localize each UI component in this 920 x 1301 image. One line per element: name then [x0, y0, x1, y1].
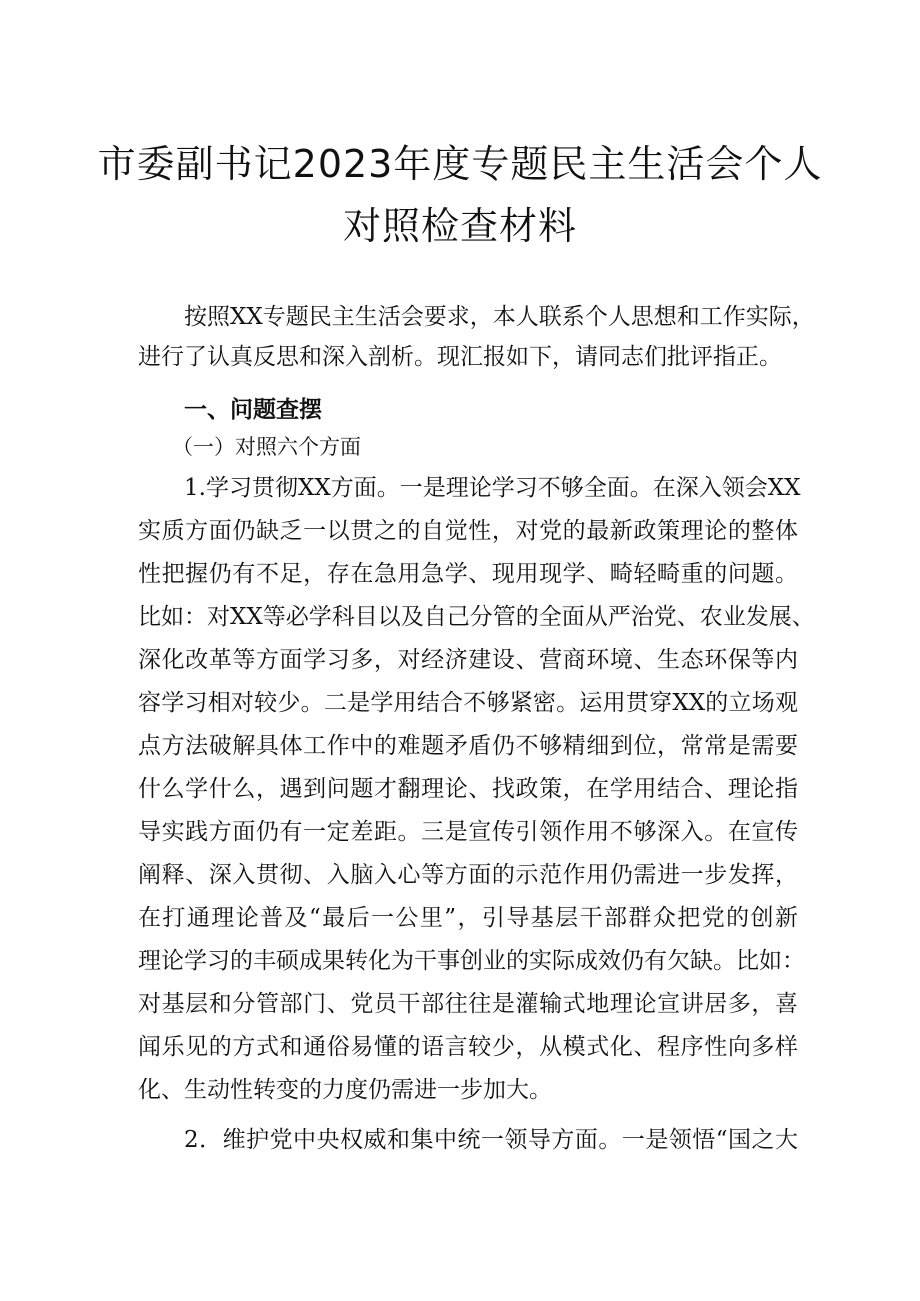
item1-line: 比如：对XX等必学科目以及自己分管的全面从严治党、农业发展、 [138, 604, 815, 630]
intro-line-1: 按照XX专题民主生活会要求，本人联系个人思想和工作实际， [184, 304, 815, 330]
item1-line: 化、生动性转变的力度仍需进一步加大。 [138, 1077, 552, 1103]
item1-line: 什么学什么，遇到问题才翻理论、找政策，在学用结合、理论指 [138, 776, 798, 802]
item1-line: 阐释、深入贯彻、入脑入心等方面的示范作用仍需进一步发挥， [138, 862, 798, 888]
item1-line: 闻乐见的方式和通俗易懂的语言较少，从模式化、程序性向多样 [138, 1034, 798, 1060]
item1-line: 导实践方面仍有一定差距。三是宣传引领作用不够深入。在宣传 [138, 819, 798, 845]
section-heading: 一、问题查摆 [184, 397, 322, 423]
intro-line-2: 进行了认真反思和深入剖析。现汇报如下，请同志们批评指正。 [138, 344, 782, 370]
item1-line: 点方法破解具体工作中的难题矛盾仍不够精细到位，常常是需要 [138, 733, 798, 759]
item1-line: 理论学习的丰硕成果转化为干事创业的实际成效仍有欠缺。比如： [138, 948, 805, 974]
item1-line: 1.学习贯彻XX方面。一是理论学习不够全面。在深入领会XX [184, 475, 801, 501]
item1-line: 实质方面仍缺乏一以贯之的自觉性，对党的最新政策理论的整体 [138, 518, 798, 544]
item1-line: 对基层和分管部门、党员干部往往是灌输式地理论宣讲居多，喜 [138, 991, 798, 1017]
document-title-line-1: 市委副书记2023年度专题民主生活会个人 [97, 142, 823, 186]
item1-line: 性把握仍有不足，存在急用急学、现用现学、畸轻畸重的问题。 [138, 561, 798, 587]
item1-line: 深化改革等方面学习多，对经济建设、营商环境、生态环保等内 [138, 647, 798, 673]
item2-line: 2．维护党中央权威和集中统一领导方面。一是领悟“国之大 [184, 1127, 798, 1153]
item1-line: 容学习相对较少。二是学用结合不够紧密。运用贯穿XX的立场观 [138, 690, 798, 716]
item1-line: 在打通理论普及“最后一公里”，引导基层干部群众把党的创新 [138, 905, 798, 931]
document-title-line-2: 对照检查材料 [342, 204, 577, 248]
subsection-heading: （一）对照六个方面 [172, 435, 361, 459]
